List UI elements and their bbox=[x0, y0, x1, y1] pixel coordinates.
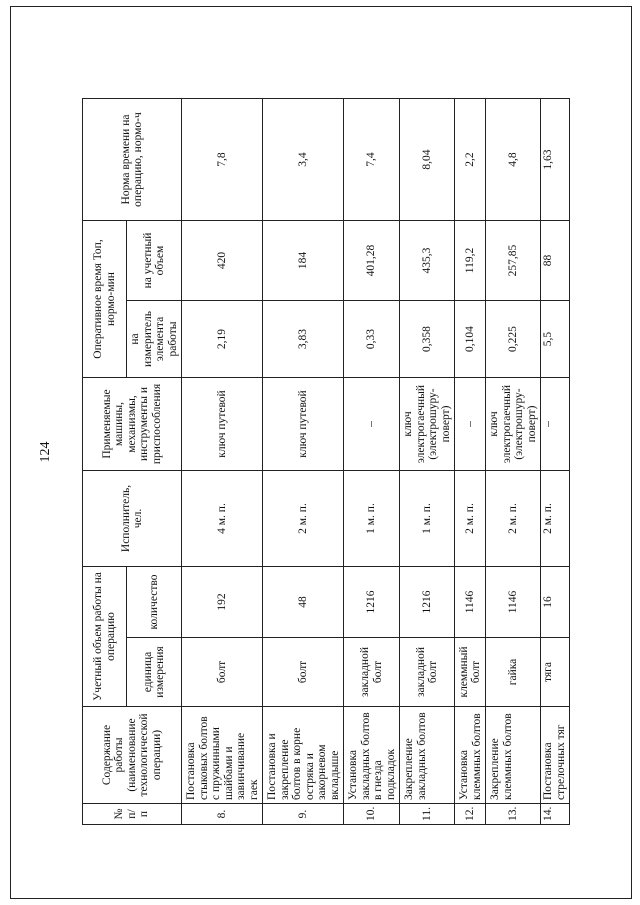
row-quantity: 1146 bbox=[455, 567, 486, 638]
row-norm: 4,8 bbox=[486, 99, 541, 221]
row-per-volume: 88 bbox=[541, 221, 570, 301]
table-row bbox=[486, 99, 541, 825]
row-num: 9. bbox=[263, 804, 344, 825]
row-norm: 7,8 bbox=[182, 99, 263, 221]
row-norm: 1,63 bbox=[541, 99, 570, 221]
row-performer: 2 м. п. bbox=[486, 471, 541, 567]
row-performer: 2 м. п. bbox=[541, 471, 570, 567]
header-optime: Оперативное время Топ, нормо-мин bbox=[83, 221, 127, 378]
header-per-element: на измеритель элемента работы bbox=[127, 301, 182, 378]
row-unit: клеммный болт bbox=[455, 638, 486, 707]
row-quantity: 192 bbox=[182, 567, 263, 638]
row-content: Установка закладных болтов в гнезда подкладок bbox=[344, 707, 400, 804]
row-unit: тяга bbox=[541, 638, 570, 707]
row-unit: болт bbox=[263, 638, 344, 707]
row-per-element: 5,5 bbox=[541, 301, 570, 378]
row-quantity: 16 bbox=[541, 567, 570, 638]
row-per-element: 0,33 bbox=[344, 301, 400, 378]
page-number: 124 bbox=[38, 441, 53, 463]
header-tools: Применяемые машины, механизмы, инструменты и приспособления bbox=[83, 378, 182, 471]
table-row bbox=[541, 99, 570, 825]
table-row bbox=[263, 99, 344, 825]
row-performer: 2 м. п. bbox=[263, 471, 344, 567]
row-performer: 1 м. п. bbox=[344, 471, 400, 567]
row-quantity: 1146 bbox=[486, 567, 541, 638]
row-unit: гайка bbox=[486, 638, 541, 707]
row-per-element: 3,83 bbox=[263, 301, 344, 378]
row-per-volume: 257,85 bbox=[486, 221, 541, 301]
row-per-volume: 435,3 bbox=[400, 221, 455, 301]
row-tools: ключ электрогаечный (электрошуру-поверт) bbox=[486, 378, 541, 471]
row-tools: – bbox=[344, 378, 400, 471]
row-performer: 4 м. п. bbox=[182, 471, 263, 567]
row-per-volume: 420 bbox=[182, 221, 263, 301]
row-per-element: 2,19 bbox=[182, 301, 263, 378]
row-per-element: 0,104 bbox=[455, 301, 486, 378]
row-performer: 1 м. п. bbox=[400, 471, 455, 567]
row-tools: ключ путевой bbox=[182, 378, 263, 471]
table-row bbox=[400, 99, 455, 825]
header-per-volume: на учетный объем bbox=[127, 221, 182, 301]
row-tools: ключ путевой bbox=[263, 378, 344, 471]
row-norm: 2,2 bbox=[455, 99, 486, 221]
header-unit: единица измерения bbox=[127, 638, 182, 707]
table-row bbox=[182, 99, 263, 825]
row-tools: – bbox=[455, 378, 486, 471]
row-content: Постановка стыковых болтов с пружинными шайбами и завинчивание гаек bbox=[182, 707, 263, 804]
header-quantity: количество bbox=[127, 567, 182, 638]
row-num: 11. bbox=[400, 804, 455, 825]
row-norm: 3,4 bbox=[263, 99, 344, 221]
row-quantity: 1216 bbox=[344, 567, 400, 638]
row-per-volume: 119,2 bbox=[455, 221, 486, 301]
row-norm: 7,4 bbox=[344, 99, 400, 221]
row-quantity: 1216 bbox=[400, 567, 455, 638]
row-unit: закладной болт bbox=[400, 638, 455, 707]
row-per-element: 0,225 bbox=[486, 301, 541, 378]
row-unit: закладной болт bbox=[344, 638, 400, 707]
row-content: Постановка стрелочных тяг bbox=[541, 707, 570, 804]
row-quantity: 48 bbox=[263, 567, 344, 638]
row-per-element: 0,358 bbox=[400, 301, 455, 378]
row-per-volume: 401,28 bbox=[344, 221, 400, 301]
row-content: Закрепление клеммных болтов bbox=[486, 707, 541, 804]
header-performer: Исполнитель, чел. bbox=[83, 471, 182, 567]
row-content: Закрепление закладных болтов bbox=[400, 707, 455, 804]
rotated-table-container bbox=[82, 99, 567, 825]
row-num: 10. bbox=[344, 804, 400, 825]
row-tools: ключ электрогаечный (электрошуру-поверт) bbox=[400, 378, 455, 471]
header-volume: Учетный объем работы на операцию bbox=[83, 567, 127, 707]
row-num: 14. bbox=[541, 804, 570, 825]
table-row bbox=[455, 99, 486, 825]
header-num: № п/п bbox=[83, 804, 182, 825]
row-per-volume: 184 bbox=[263, 221, 344, 301]
row-num: 12. bbox=[455, 804, 486, 825]
work-operations-table bbox=[82, 98, 570, 825]
row-num: 8. bbox=[182, 804, 263, 825]
row-tools: – bbox=[541, 378, 570, 471]
row-content: Постановка и закрепление болтов в корне остряка и закорневом вкладыше bbox=[263, 707, 344, 804]
table-row bbox=[344, 99, 400, 825]
row-content: Установка клеммных болтов bbox=[455, 707, 486, 804]
header-content: Содержание работы (наименование технологической операции) bbox=[83, 707, 182, 804]
row-unit: болт bbox=[182, 638, 263, 707]
row-performer: 2 м. п. bbox=[455, 471, 486, 567]
row-num: 13. bbox=[486, 804, 541, 825]
header-norm: Норма времени на операцию, нормо-ч bbox=[83, 99, 182, 221]
row-norm: 8,04 bbox=[400, 99, 455, 221]
